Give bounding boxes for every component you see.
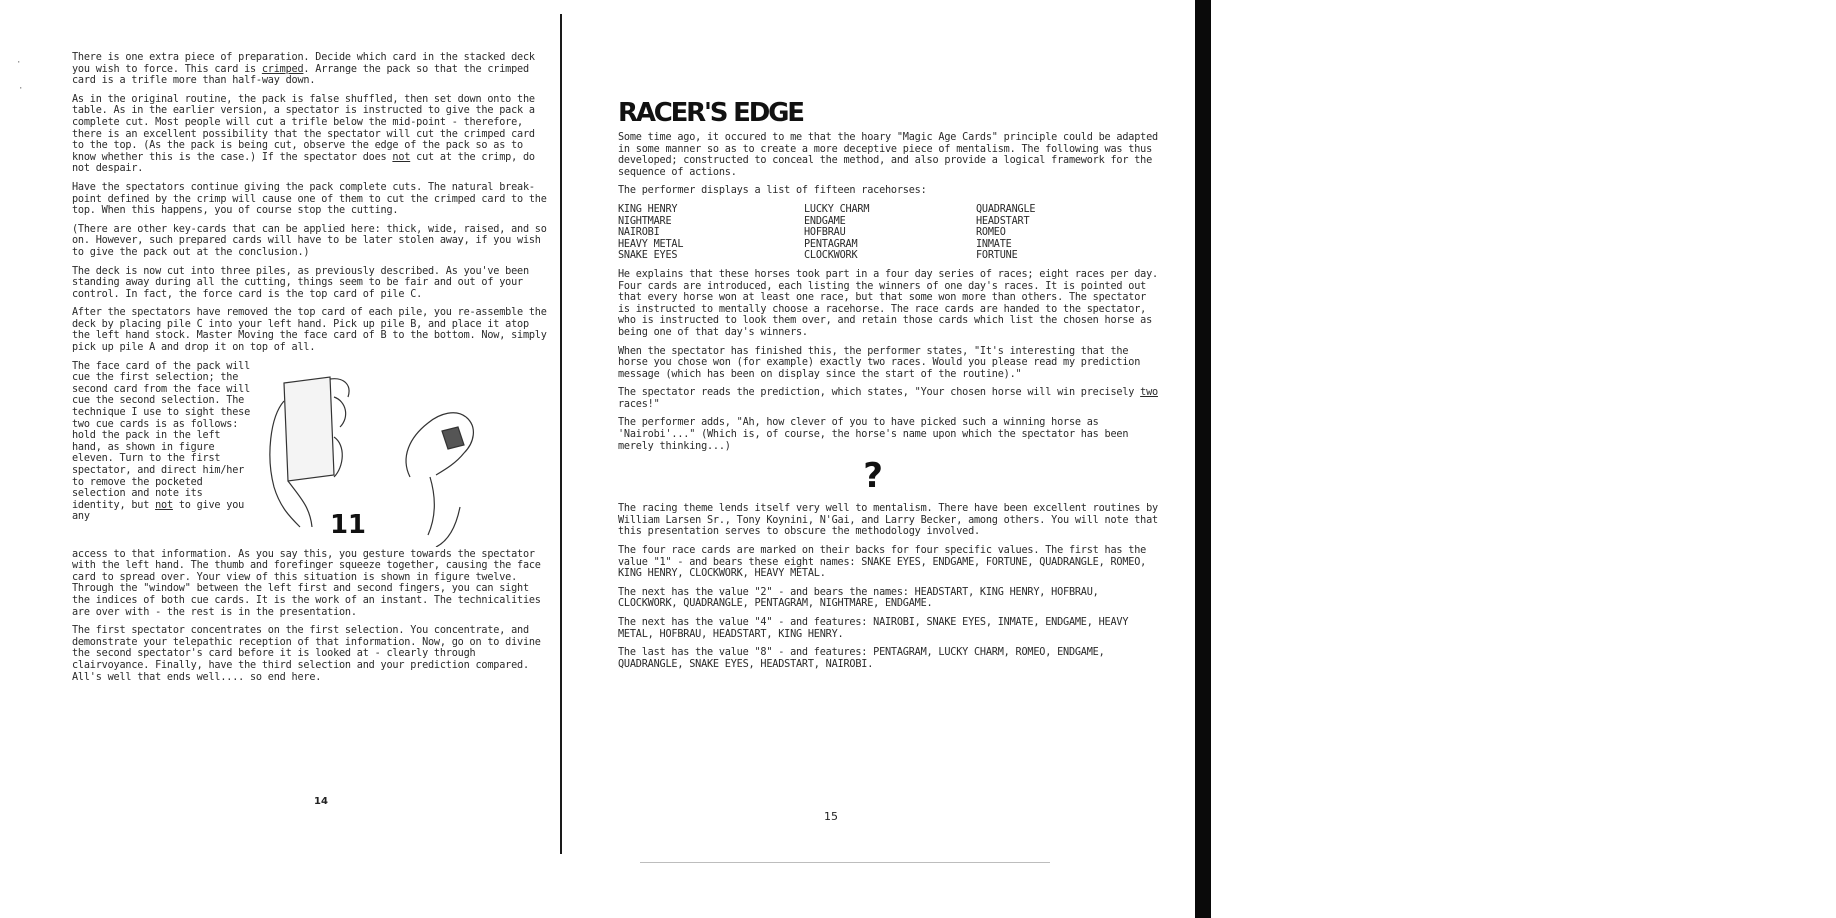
scan-edge-line (640, 862, 1050, 863)
hand-illustration (260, 357, 520, 547)
left-paragraph-4 (72, 224, 550, 259)
left-paragraphs (72, 52, 550, 354)
paragraph-text: The four race cards are marked on their backs for four specific values. The first has the value "1" - and bears these eight names: SNAKE EYES, ENDGAME, FORTUNE, QUADRANGLE, ROMEO, KING HENRY, CLOCKWORK, HEAVY METAL. (618, 545, 1147, 580)
paragraph-text: The last has the value "8" - and features: PENTAGRAM, LUCKY CHARM, ROMEO, ENDGAME, QUADRANGLE, SNAKE EYES, HEADSTART, NAIROBI. (618, 647, 1105, 670)
paragraph-text: cut at the crimp, do not despair. (72, 151, 535, 175)
left-after-figure (72, 549, 550, 684)
list-intro: The performer displays a list of fifteen racehorses: (618, 185, 927, 197)
right-paragraphs (618, 269, 1158, 452)
horse-name: ROMEO (976, 227, 1006, 239)
question-mark-divider: ? (863, 456, 883, 497)
left-paragraph-1 (72, 52, 550, 87)
paragraph-text: . Arrange the pack so that the crimped card is a trifle more than half-way down. (72, 63, 529, 87)
scan-edge-bar (1195, 0, 1211, 918)
figure-caption-text (72, 361, 252, 523)
right-paragraph-late-4 (618, 617, 1158, 640)
paragraph-text: When the spectator has finished this, the performer states, "It's interesting that the horse you chose won (for example) exactly two races. Would you please read my prediction message (which has been on display since the start of the routine)." (618, 345, 1141, 380)
underlined-word: crimped (261, 63, 304, 75)
right-page-body (618, 132, 1158, 677)
left-after-paragraph-2 (72, 625, 550, 683)
paragraph-text: The spectator reads the prediction, which states, "Your chosen horse will win precisely (618, 387, 1141, 399)
horse-name: HOFBRAU (804, 227, 846, 239)
underlined-word: not (392, 151, 411, 163)
figure-text-b: to give you any (72, 499, 245, 523)
figure-text-underlined: not (155, 499, 173, 511)
horse-name: QUADRANGLE (976, 203, 1036, 215)
horse-name: FORTUNE (976, 250, 1018, 262)
left-paragraph-5 (72, 266, 550, 301)
paragraph-text: There is one extra piece of preparation. Decide which card in the stacked deck you wish to force. This card is (72, 52, 535, 75)
right-paragraph-late-2 (618, 545, 1158, 580)
paragraph-text: The deck is now cut into three piles, as previously described. As you've been standing away during all the cutting, things seem to be fair and out of your control. In fact, the force card is the top card of pile C. (72, 265, 529, 300)
page-number-right: 15 (824, 810, 838, 823)
figure-eleven-hand (270, 377, 349, 527)
right-paragraph-1 (618, 269, 1158, 339)
horse-name: LUCKY CHARM (804, 203, 870, 215)
left-paragraph-2 (72, 94, 550, 175)
right-paragraph-late-3 (618, 587, 1158, 610)
right-paragraph-4 (618, 417, 1158, 452)
paragraph-text: Have the spectators continue giving the pack complete cuts. The natural break-point defined by the crimp will cause one of them to cut the crimped card to the top. When this happens, you of course stop the cutting. (72, 181, 547, 217)
scan-mark: · (18, 84, 24, 94)
horse-name: ENDGAME (804, 215, 846, 227)
right-paragraph-late-5 (618, 647, 1158, 670)
right-paragraphs-2 (618, 503, 1158, 670)
right-paragraph-3 (618, 387, 1158, 410)
scan-mark: · (16, 58, 22, 68)
left-paragraph-6 (72, 307, 550, 353)
page-number-left: 14 (314, 796, 328, 807)
paragraph-text: races!" (618, 398, 660, 410)
horse-name: INMATE (976, 238, 1012, 250)
horse-name: HEADSTART (976, 215, 1030, 227)
article-headline: RACER'S EDGE (618, 98, 803, 128)
paragraph-text: access to that information. As you say this, you gesture towards the spectator with the left hand. The thumb and forefinger squeeze together, causing the face card to spread over. Your view of this situation is shown in figure twelve. Through the "window" between the left first and second fingers, you can sight the indices of both cue cards. It is the work of an instant. The technicalities are over with - the rest is in the presentation. (72, 548, 541, 618)
paragraph-text: The next has the value "2" - and bears the names: HEADSTART, KING HENRY, HOFBRAU, CLOCKWORK, QUADRANGLE, PENTAGRAM, NIGHTMARE, ENDGAME. (618, 586, 1099, 610)
horse-name: CLOCKWORK (804, 250, 858, 262)
paragraph-text: After the spectators have removed the top card of each pile, you re-assemble the deck by placing pile C into your left hand. Pick up pile B, and place it atop the left hand stock. Master Moving the face card of B to the bottom. Now, simply pick up pile A and drop it on top of all. (72, 307, 547, 354)
figure-text-a: The face card of the pack will cue the first selection; the second card from the face will cue the second selection. The technique I use to sight these two cue cards is as follows: hold the pack in the left hand, as shown in figure eleven. Turn to the first spectator, and direct him/her to remove the pocketed selection and note its identity, but (72, 360, 251, 511)
paragraph-text: The performer adds, "Ah, how clever of you to have picked such a winning horse as 'Nairobi'..." (Which is, of course, the horse's name upon which the spectator has been merely thinking...) (618, 417, 1129, 452)
left-page-body (72, 52, 550, 690)
left-paragraph-3 (72, 182, 550, 217)
left-after-paragraph-1 (72, 549, 550, 619)
horse-list (618, 204, 1158, 262)
horse-name: NIGHTMARE (618, 215, 672, 227)
figure-eleven-label: 11 (330, 509, 366, 540)
left-page (0, 0, 560, 918)
underlined-word: two (1140, 387, 1158, 399)
horse-name: SNAKE EYES (618, 250, 678, 262)
paragraph-text: The next has the value "4" - and features: NAIROBI, SNAKE EYES, INMATE, ENDGAME, HEAVY METAL, HOFBRAU, HEADSTART, KING HENRY. (618, 617, 1129, 640)
paragraph-text: The racing theme lends itself very well to mentalism. There have been excellent routines by William Larsen Sr., Tony Koynini, N'Gai, and Larry Becker, among others. You will note that this presentation serves to obscure the methodology involved. (618, 503, 1158, 538)
horse-name: KING HENRY (618, 203, 678, 215)
intro-paragraph: Some time ago, it occured to me that the hoary "Magic Age Cards" principle could be adapted in some manner so as to create a more deceptive piece of mentalism. The following was thus developed; constructed to conceal the method, and also provide a logical framework for the sequence of actions. (618, 132, 1158, 178)
right-paragraph-2 (618, 346, 1158, 381)
horse-name: NAIROBI (618, 227, 660, 239)
paragraph-text: The first spectator concentrates on the first selection. You concentrate, and demonstrate your telepathic reception of that information. Now, go on to divine the second spectator's card before it is looked at - clearly through clairvoyance. Finally, have the third selection and your prediction compared. All's well that ends well.... so end here. (72, 625, 541, 683)
horse-name: HEAVY METAL (618, 238, 684, 250)
figure-block (72, 361, 550, 549)
figure-twelve-hand (406, 412, 478, 546)
paragraph-text: As in the original routine, the pack is false shuffled, then set down onto the table. As in the earlier version, a spectator is instructed to give the pack a complete cut. Most people will cut a trifle below the mid-point - therefore, there is an excellent possibility that the spectator will cut the crimped card to the top. (As the pack is being cut, observe the edge of the pack so as to know whether this is the case.) If the spectator does (72, 93, 535, 163)
paragraph-text: He explains that these horses took part in a four day series of races; eight races per day. Four cards are introduced, each listing the winners of one day's races. It is pointed out that every horse won at least one race, but that some won more than others. The spectator is instructed to mentally choose a racehorse. The race cards are handed to the spectator, who is instructed to look them over, and retain those cards which list the chosen horse as being one of that day's winners. (618, 268, 1158, 338)
right-paragraph-late-1 (618, 503, 1158, 538)
horse-name: PENTAGRAM (804, 238, 858, 250)
paragraph-text: (There are other key-cards that can be applied here: thick, wide, raised, and so on. However, such prepared cards will have to be later stolen away, if you wish to give the pack out at the conclusion.) (72, 223, 547, 258)
